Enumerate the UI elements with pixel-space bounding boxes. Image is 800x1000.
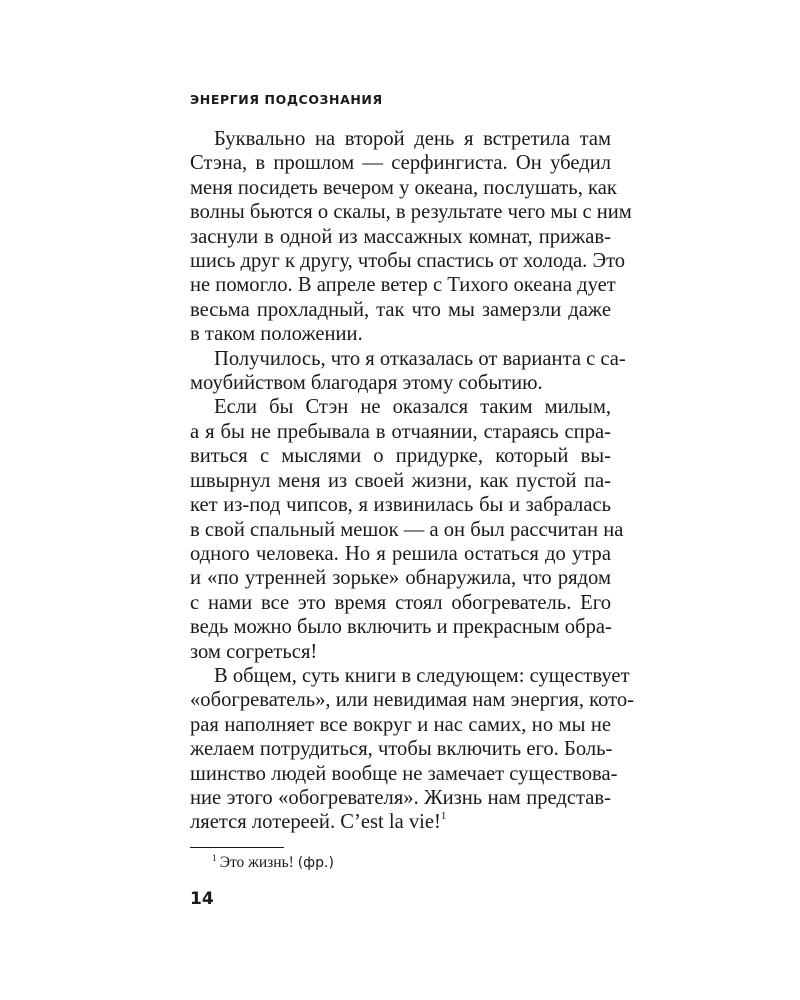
text-line: шись друг к другу, чтобы спастись от холода. Это — [190, 250, 626, 273]
text-line: одного человека. Но я решила остаться до утра — [190, 542, 611, 565]
text-line: В общем, суть книги в следующем: существует — [214, 664, 630, 687]
text-line: ведь можно было включить и прекрасным обра- — [190, 616, 612, 639]
text-line: волны бьются о скалы, в результате чего мы с ним — [190, 201, 632, 224]
text-line: ние этого «обогревателя». Жизнь нам представ- — [190, 786, 611, 809]
footnote-reference: 1 — [440, 810, 447, 823]
text-line: Буквально на второй день я встретила там — [214, 128, 611, 150]
text-line: рая наполняет все вокруг и нас самих, но мы не — [190, 713, 611, 736]
text-line: а я бы не пребывала в отчаянии, стараясь спра- — [190, 420, 611, 443]
text-line: зом согреться! — [190, 640, 318, 663]
text-line: и «по утренней зорьке» обнаружила, что рядом — [190, 567, 611, 590]
text-line: весьма прохладный, так что мы замерзли даже — [190, 298, 611, 321]
text-line: моубийством благодаря этому событию. — [190, 372, 543, 395]
text-line: «обогреватель», или невидимая нам энергия, кото- — [190, 689, 634, 712]
text-line: Стэна, в прошлом — серфингиста. Он убедил — [190, 152, 611, 175]
text-line: не помогло. В апреле ветер с Тихого океана дует — [190, 274, 616, 297]
footnote-lang: (фр.) — [297, 855, 334, 871]
running-head: ЭНЕРГИЯ ПОДСОЗНАНИЯ — [190, 92, 383, 107]
footnote-text: Это жизнь! — [219, 854, 294, 871]
text-line: в свой спальный мешок — а он был рассчитан на — [190, 518, 624, 541]
footnote — [212, 854, 334, 872]
text-line: шинство людей вообще не замечает существова- — [190, 762, 618, 785]
text-line: кет из-под чипсов, я извинилась бы и забралась — [190, 494, 611, 517]
text-line: меня посидеть вечером у океана, послушать, как — [190, 176, 617, 199]
body-text — [190, 127, 634, 835]
text-line: заснули в одной из массажных комнат, прижав- — [190, 225, 611, 248]
footnote-marker: 1 — [212, 854, 217, 864]
text-line: Получилось, что я отказалась от варианта с са- — [214, 347, 626, 370]
text-line: Если бы Стэн не оказался таким милым, — [214, 396, 611, 419]
text-line: виться с мыслями о придурке, который вы- — [190, 445, 611, 468]
text-line: с нами все это время стоял обогреватель. Его — [190, 591, 611, 614]
page-number: 14 — [190, 889, 214, 909]
text-line: в таком положении. — [190, 323, 363, 346]
footnote-divider — [190, 847, 284, 848]
text-line: швырнул меня из своей жизни, как пустой па- — [190, 469, 611, 492]
text-line: ляется лотереей. C’est la vie!$^1$ — [190, 810, 447, 834]
text-line: желаем потрудиться, чтобы включить его. Боль- — [190, 738, 613, 761]
